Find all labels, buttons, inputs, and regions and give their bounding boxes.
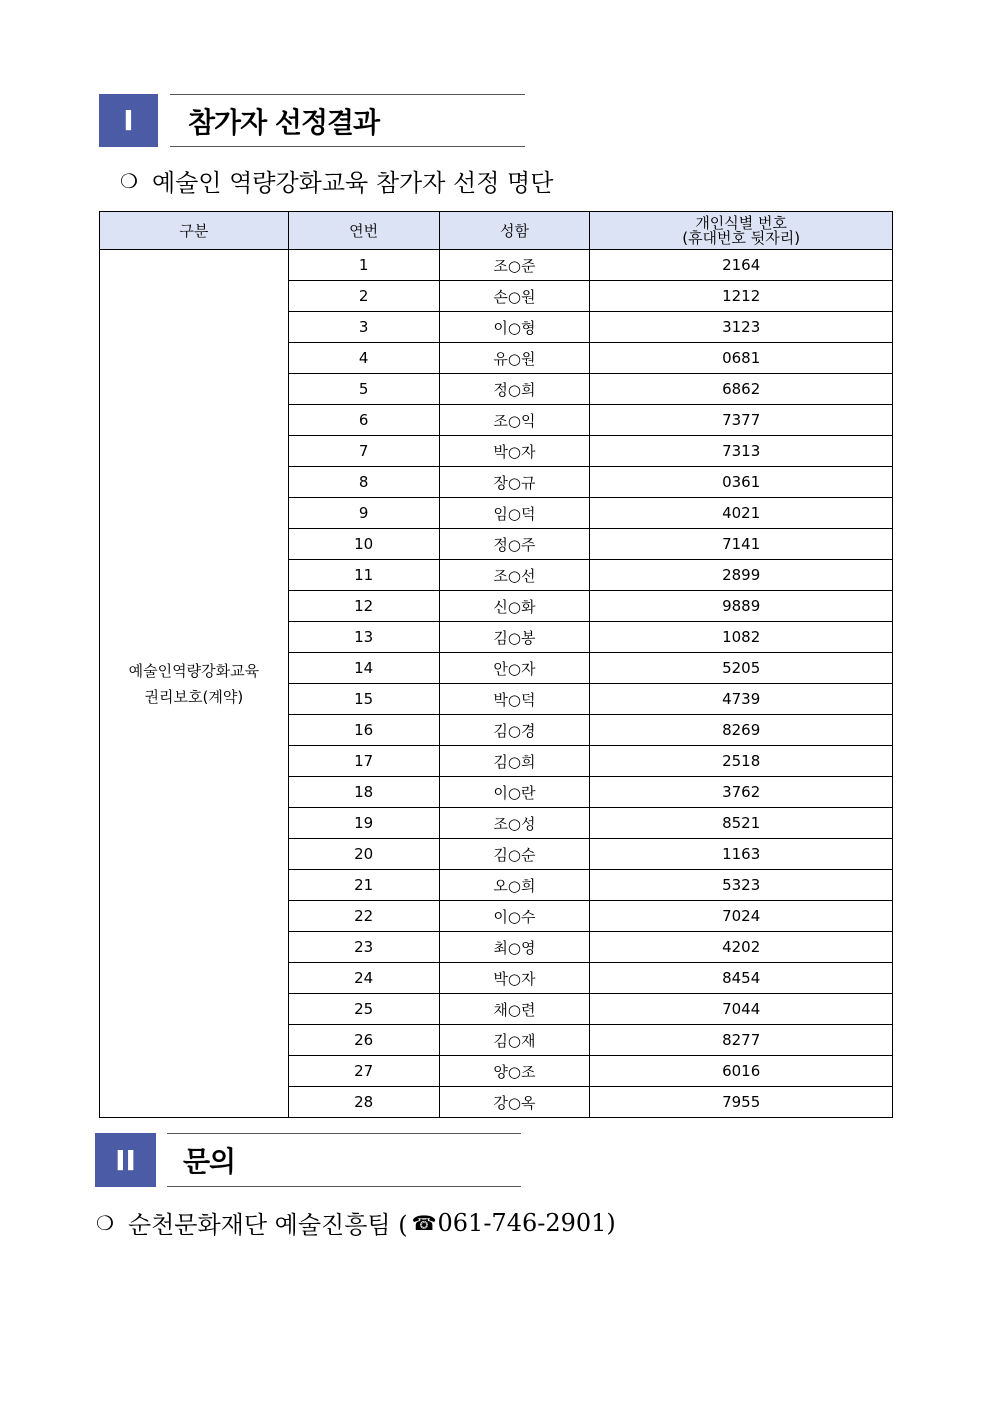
section-title: 참가자 선정결과 [170,94,525,147]
row-name-cell: 채○련 [439,994,590,1025]
row-name-cell: 조○선 [439,560,590,591]
row-name-cell: 정○희 [439,374,590,405]
row-number-cell: 1 [288,250,439,281]
row-name-cell: 이○수 [439,901,590,932]
row-id-cell: 8454 [590,963,893,994]
row-id-cell: 3762 [590,777,893,808]
row-name-cell: 정○주 [439,529,590,560]
row-number-cell: 18 [288,777,439,808]
row-id-cell: 5205 [590,653,893,684]
row-name-cell: 김○희 [439,746,590,777]
row-id-cell: 0681 [590,343,893,374]
row-id-cell: 1082 [590,622,893,653]
row-number-cell: 2 [288,281,439,312]
row-id-cell: 6016 [590,1056,893,1087]
row-id-cell: 8521 [590,808,893,839]
row-name-cell: 유○원 [439,343,590,374]
header-no: 연번 [288,212,439,250]
header-id-line2: (휴대번호 뒷자리) [682,228,801,247]
table-header-row [100,212,893,250]
row-number-cell: 23 [288,932,439,963]
row-name-cell: 안○자 [439,653,590,684]
section-title: 문의 [167,1133,521,1187]
row-number-cell: 9 [288,498,439,529]
row-name-cell: 이○란 [439,777,590,808]
row-name-cell: 최○영 [439,932,590,963]
row-id-cell: 3123 [590,312,893,343]
category-line1: 예술인역량강화교육 [128,661,260,680]
section-number-box: I [99,94,158,147]
row-number-cell: 21 [288,870,439,901]
row-id-cell: 1212 [590,281,893,312]
row-number-cell: 14 [288,653,439,684]
row-id-cell: 9889 [590,591,893,622]
row-number-cell: 20 [288,839,439,870]
bullet-icon: ❍ [96,1210,114,1235]
row-id-cell: 4021 [590,498,893,529]
contact-text: 순천문화재단 예술진흥팀 ( [127,1211,408,1239]
row-name-cell: 박○자 [439,436,590,467]
row-number-cell: 22 [288,901,439,932]
header-id-line1: 개인식별 번호 [695,213,788,232]
row-name-cell: 조○준 [439,250,590,281]
row-name-cell: 신○화 [439,591,590,622]
row-id-cell: 7313 [590,436,893,467]
phone-icon: ☎ [411,1210,437,1235]
row-id-cell: 8269 [590,715,893,746]
contact-line [96,1205,616,1240]
header-id [590,212,893,250]
row-name-cell: 장○규 [439,467,590,498]
row-number-cell: 24 [288,963,439,994]
row-id-cell: 7024 [590,901,893,932]
row-id-cell: 0361 [590,467,893,498]
row-id-cell: 1163 [590,839,893,870]
table-body [100,250,893,1118]
row-id-cell: 7044 [590,994,893,1025]
row-name-cell: 이○형 [439,312,590,343]
row-id-cell: 2518 [590,746,893,777]
row-number-cell: 26 [288,1025,439,1056]
table-row [100,250,893,281]
row-number-cell: 25 [288,994,439,1025]
intro-text: 예술인 역량강화교육 참가자 선정 명단 [151,169,554,197]
row-name-cell: 임○덕 [439,498,590,529]
section-number-box: II [95,1133,156,1187]
row-name-cell: 박○덕 [439,684,590,715]
row-number-cell: 11 [288,560,439,591]
row-id-cell: 7955 [590,1087,893,1118]
row-number-cell: 15 [288,684,439,715]
row-name-cell: 김○재 [439,1025,590,1056]
row-number-cell: 7 [288,436,439,467]
row-name-cell: 오○희 [439,870,590,901]
row-number-cell: 16 [288,715,439,746]
row-id-cell: 7377 [590,405,893,436]
row-name-cell: 김○봉 [439,622,590,653]
row-number-cell: 13 [288,622,439,653]
row-id-cell: 6862 [590,374,893,405]
row-name-cell: 조○익 [439,405,590,436]
contact-phone: 061-746-2901) [437,1208,616,1237]
row-name-cell: 김○순 [439,839,590,870]
row-name-cell: 조○성 [439,808,590,839]
intro-line [120,163,553,198]
row-number-cell: 12 [288,591,439,622]
row-number-cell: 10 [288,529,439,560]
header-category: 구분 [100,212,289,250]
category-line2: 권리보호(계약) [144,687,244,706]
header-name: 성함 [439,212,590,250]
row-number-cell: 5 [288,374,439,405]
row-number-cell: 6 [288,405,439,436]
row-number-cell: 8 [288,467,439,498]
row-name-cell: 양○조 [439,1056,590,1087]
row-number-cell: 28 [288,1087,439,1118]
participant-table [99,211,893,1118]
category-cell [100,250,289,1118]
row-id-cell: 7141 [590,529,893,560]
row-name-cell: 박○자 [439,963,590,994]
row-id-cell: 2164 [590,250,893,281]
bullet-icon: ❍ [120,168,138,193]
row-number-cell: 19 [288,808,439,839]
row-id-cell: 5323 [590,870,893,901]
row-name-cell: 김○경 [439,715,590,746]
row-id-cell: 4202 [590,932,893,963]
row-name-cell: 손○원 [439,281,590,312]
row-name-cell: 강○옥 [439,1087,590,1118]
row-id-cell: 8277 [590,1025,893,1056]
row-number-cell: 27 [288,1056,439,1087]
row-id-cell: 2899 [590,560,893,591]
row-number-cell: 4 [288,343,439,374]
row-number-cell: 3 [288,312,439,343]
row-id-cell: 4739 [590,684,893,715]
row-number-cell: 17 [288,746,439,777]
